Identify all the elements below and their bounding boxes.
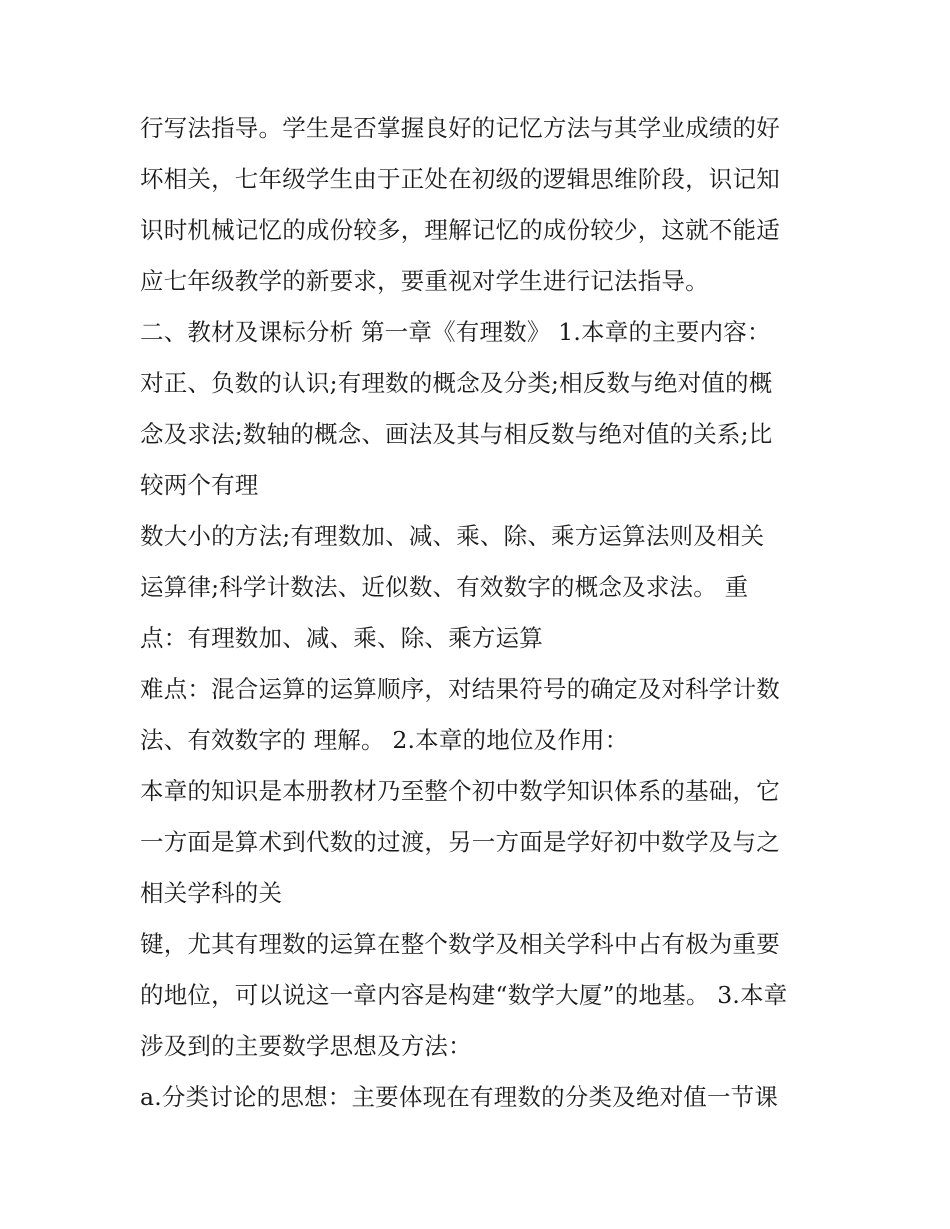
text-line: 的地位，可以说这一章内容是构建“数学大厦”的地基。 3.本章 bbox=[140, 981, 788, 1009]
text-line: 运算律;科学计数法、近似数、有效数字的概念及求法。 重 bbox=[140, 573, 749, 601]
text-line: 坏相关，七年级学生由于正处在初级的逻辑思维阶段，识记知 bbox=[140, 165, 780, 193]
section-heading-line: 二、教材及课标分析 第一章《有理数》 1.本章的主要内容： bbox=[140, 318, 771, 346]
text-line: 本章的知识是本册教材乃至整个初中数学知识体系的基础，它 bbox=[140, 777, 780, 805]
text-line: 一方面是算术到代数的过渡，另一方面是学好初中数学及与之 bbox=[140, 828, 780, 856]
body-text bbox=[140, 103, 830, 1123]
text-line: 法、有效数字的 理解。 2.本章的地位及作用： bbox=[140, 726, 629, 754]
text-line: 识时机械记忆的成份较多，理解记忆的成份较少，这就不能适 bbox=[140, 216, 780, 244]
text-line: 键，尤其有理数的运算在整个数学及相关学科中占有极为重要 bbox=[140, 930, 780, 958]
text-line: 涉及到的主要数学思想及方法： bbox=[140, 1032, 472, 1060]
text-line: 较两个有理 bbox=[140, 471, 259, 499]
text-line: 念及求法;数轴的概念、画法及其与相反数与绝对值的关系;比 bbox=[140, 420, 773, 448]
text-line: a.分类讨论的思想：主要体现在有理数的分类及绝对值一节课 bbox=[140, 1083, 779, 1111]
text-line: 数大小的方法;有理数加、减、乘、除、乘方运算法则及相关 bbox=[140, 522, 765, 550]
text-line: 行写法指导。学生是否掌握良好的记忆方法与其学业成绩的好 bbox=[140, 114, 780, 142]
text-line: 点：有理数加、减、乘、除、乘方运算 bbox=[140, 624, 543, 652]
text-line: 应七年级教学的新要求，要重视对学生进行记法指导。 bbox=[140, 267, 709, 295]
text-line: 难点：混合运算的运算顺序，对结果符号的确定及对科学计数 bbox=[140, 675, 780, 703]
text-line: 对正、负数的认识;有理数的概念及分类;相反数与绝对值的概 bbox=[140, 369, 773, 397]
text-line: 相关学科的关 bbox=[140, 879, 283, 907]
